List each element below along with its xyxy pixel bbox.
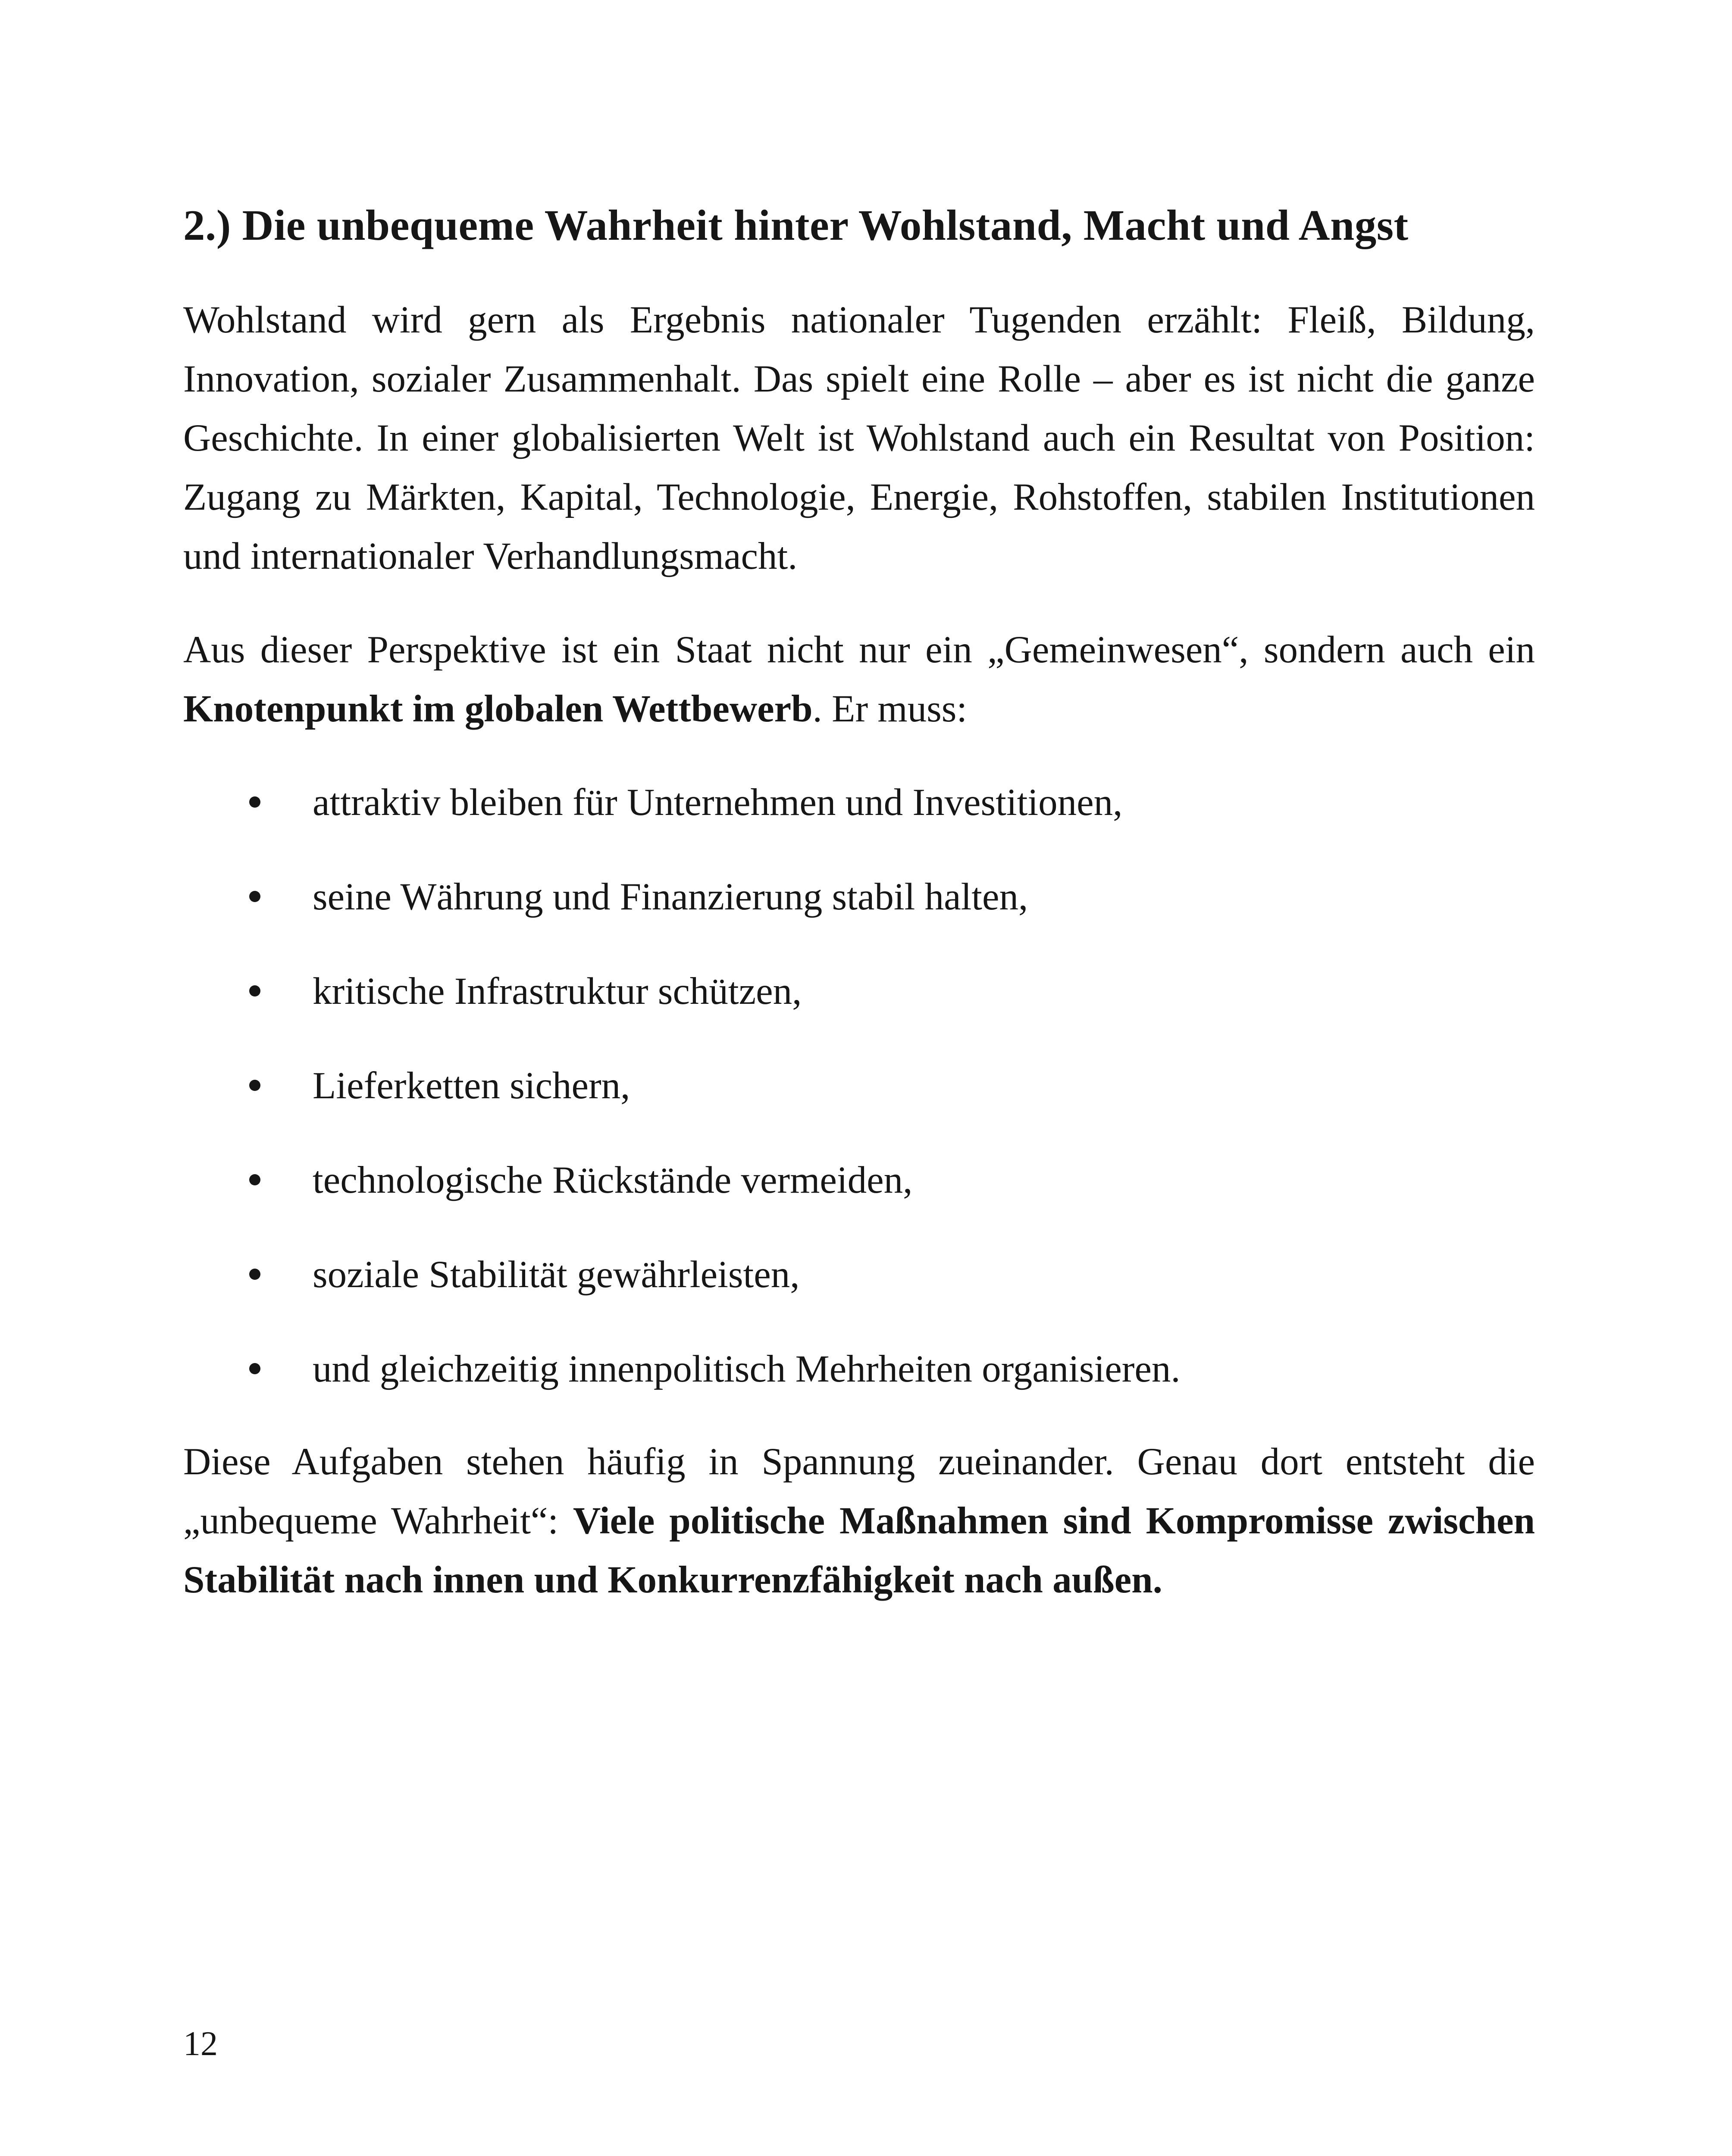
paragraph-prosperity: Wohlstand wird gern als Ergebnis nationaler Tugenden erzählt: Fleiß, Bildung, Innovation, sozialer Zusammenhalt. Das spielt eine Rolle – aber es ist nicht die ganze Geschichte. In einer globalisierten Welt ist Wohlstand auch ein Resultat von Position: Zugang zu Märkten, Kapital, Technologie, Energie, Rohstoffen, stabilen Institutionen und internationaler Verhandlungsmacht. (183, 299, 1535, 577)
paragraph-conclusion-text: Diese Aufgaben stehen häufig in Spannung zueinander. Genau dort entsteht die „unbequeme Wahrheit“: (183, 1441, 1535, 1542)
paragraph-perspective (183, 620, 1535, 739)
bullet-item (183, 962, 1535, 1021)
bullet-dot-icon (249, 985, 260, 997)
bullet-item-text: attraktiv bleiben für Unternehmen und Investitionen, (313, 781, 1123, 824)
paragraph-conclusion-emphasis: Viele politische Maßnahmen sind Kompromisse zwischen Stabilität nach innen und Konkurrenzfähigkeit nach außen. (183, 1500, 1535, 1601)
bullet-dot-icon (249, 796, 260, 808)
bullet-dot-icon (249, 1269, 260, 1280)
bullet-item-text: technologische Rückstände vermeiden, (313, 1159, 913, 1201)
bullet-dot-icon (249, 891, 260, 902)
bullet-item (183, 1245, 1535, 1304)
bullet-dot-icon (249, 1174, 260, 1185)
bullet-item (183, 1340, 1535, 1399)
bullet-item (183, 1151, 1535, 1210)
bullet-item-text: Lieferketten sichern, (313, 1065, 630, 1107)
page-content (183, 199, 1535, 1610)
paragraph-perspective-text-start: Aus dieser Perspektive ist ein Staat nicht nur ein „Gemeinwesen“, sondern auch ein (183, 629, 1535, 671)
paragraph-perspective-emphasis: Knotenpunkt im globalen Wettbewerb (183, 688, 813, 730)
bullet-item (183, 773, 1535, 832)
paragraph-conclusion (183, 1432, 1535, 1610)
bullet-item-text: und gleichzeitig innenpolitisch Mehrheiten organisieren. (313, 1348, 1181, 1390)
bullet-list (183, 773, 1535, 1399)
bullet-item-text: soziale Stabilität gewährleisten, (313, 1253, 800, 1296)
paragraph-perspective-text-end: . Er muss: (812, 688, 968, 730)
section-heading: 2.) Die unbequeme Wahrheit hinter Wohlstand, Macht und Angst (183, 201, 1409, 249)
page-number: 12 (183, 2025, 218, 2063)
bullet-item-text: seine Währung und Finanzierung stabil halten, (313, 876, 1028, 918)
bullet-dot-icon (249, 1080, 260, 1091)
bullet-item-text: kritische Infrastruktur schützen, (313, 970, 802, 1012)
bullet-item (183, 868, 1535, 927)
bullet-dot-icon (249, 1363, 260, 1374)
bullet-item (183, 1056, 1535, 1116)
